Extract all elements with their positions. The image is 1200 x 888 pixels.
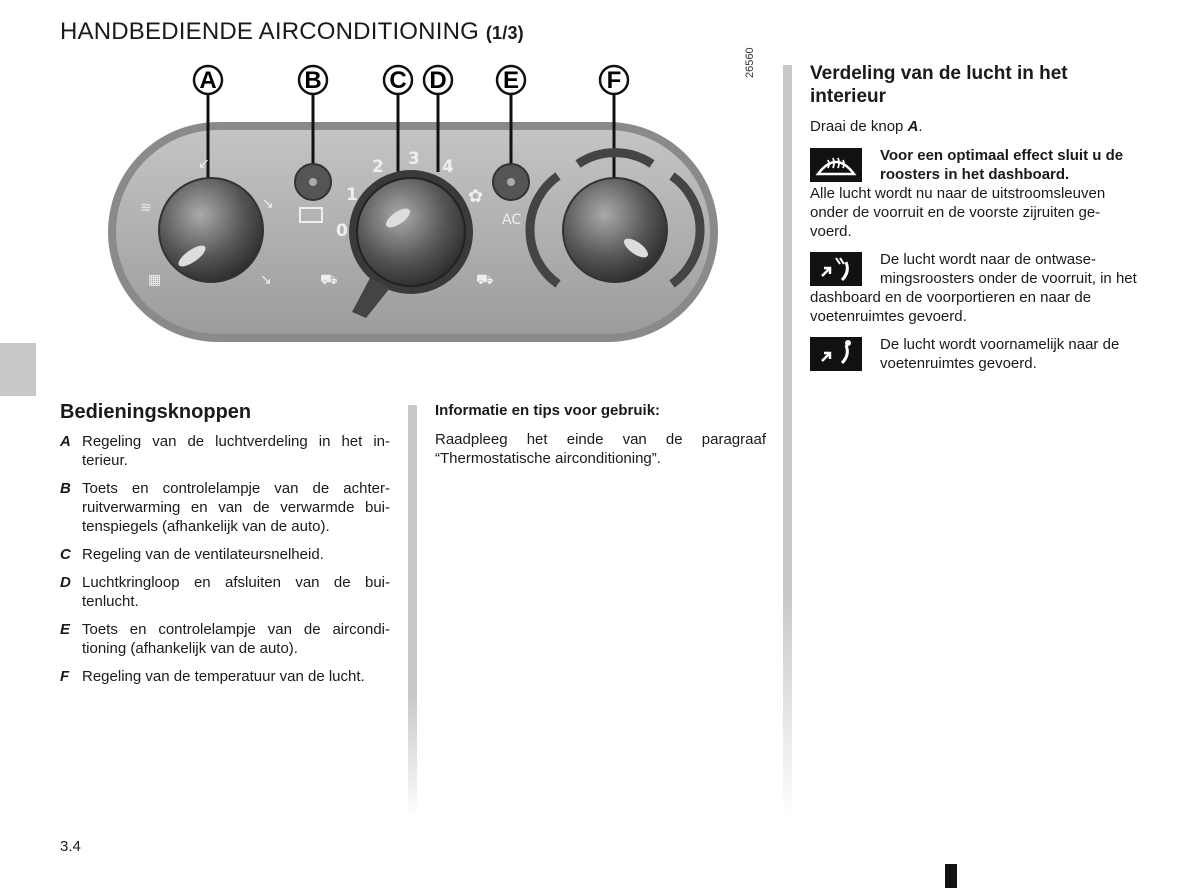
callout-f: F	[606, 67, 622, 94]
distribution-entry: De lucht wordt voornamelijk naar de voetenruimtes gevoerd.	[810, 335, 1141, 373]
control-panel-figure	[100, 60, 740, 350]
column-divider-left	[408, 405, 417, 820]
callout-a: A	[199, 67, 217, 94]
ac-label: AC	[502, 212, 522, 228]
list-item: F Regeling van de temperatuur van de lucht.	[60, 668, 365, 685]
list-item: B Toets en controlelampje van de achter-ruitverwarming en van de verwarmde bui-tenspiegels (afhankelijk van de auto).	[60, 480, 390, 535]
windshield-defrost-icon	[810, 148, 862, 182]
svg-text:≋: ≋	[140, 200, 152, 216]
callout-e: E	[502, 67, 520, 94]
list-item: E Toets en controlelampje van de aircondi-tioning (afhankelijk van de auto).	[60, 621, 390, 657]
svg-text:⛟: ⛟	[320, 272, 338, 288]
fan-speed-0: 0	[336, 221, 348, 241]
svg-text:↙: ↙	[198, 156, 210, 172]
svg-text:⛟: ⛟	[476, 272, 494, 288]
distribution-intro: Draai de knop A.	[810, 118, 923, 135]
chapter-tab	[0, 343, 36, 396]
list-item: C Regeling van de ventilateursnelheid.	[60, 546, 324, 563]
page-number: 3.4	[60, 838, 81, 855]
fan-speed-4: 4	[442, 157, 454, 177]
list-item: A Regeling van de luchtverdeling in het in-terieur.	[60, 433, 390, 469]
callout-c: C	[389, 67, 407, 94]
fan-speed-1: 1	[346, 185, 358, 205]
knob-a	[159, 178, 263, 282]
fan-speed-2: 2	[372, 157, 384, 177]
figure-number: 26560	[744, 47, 756, 78]
svg-text:✿: ✿	[468, 186, 484, 207]
distribution-entry: De lucht wordt naar de ontwase-mingsroosters onder de voorruit, in het dashboard en de voorportieren en naar de voetenruimtes gevoerd.	[810, 251, 1137, 325]
tips-title: Informatie en tips voor gebruik:	[435, 402, 661, 419]
dash-and-feet-icon	[810, 252, 862, 286]
title-page-indicator: (1/3)	[485, 23, 524, 43]
controls-heading: Bedieningsknoppen	[60, 401, 252, 423]
title-text: HANDBEDIENDE AIRCONDITIONING	[60, 18, 479, 45]
distribution-entry: Voor een optimaal effect sluit u de roosters in het dashboard. Alle lucht wordt nu naar de uitstroomsleuven onder de voorruit en de voorste zijruiten ge-voerd.	[810, 147, 1124, 240]
callout-d: D	[429, 67, 447, 94]
svg-text:↘: ↘	[262, 196, 274, 212]
page-title	[60, 18, 524, 46]
tips-text: Raadpleeg het einde van de paragraaf “Thermostatische airconditioning”.	[435, 431, 766, 467]
fan-speed-3: 3	[408, 149, 420, 169]
callout-b: B	[304, 67, 322, 94]
controls-list	[60, 432, 390, 695]
distribution-heading: Verdeling van de lucht in het interieur	[810, 63, 1068, 107]
feet-icon	[810, 337, 862, 371]
list-item: D Luchtkringloop en afsluiten van de bui-tenlucht.	[60, 574, 390, 610]
corner-mark	[945, 864, 957, 888]
column-divider-right	[783, 65, 792, 820]
svg-text:↘: ↘	[260, 272, 272, 288]
svg-text:▦: ▦	[148, 272, 162, 288]
